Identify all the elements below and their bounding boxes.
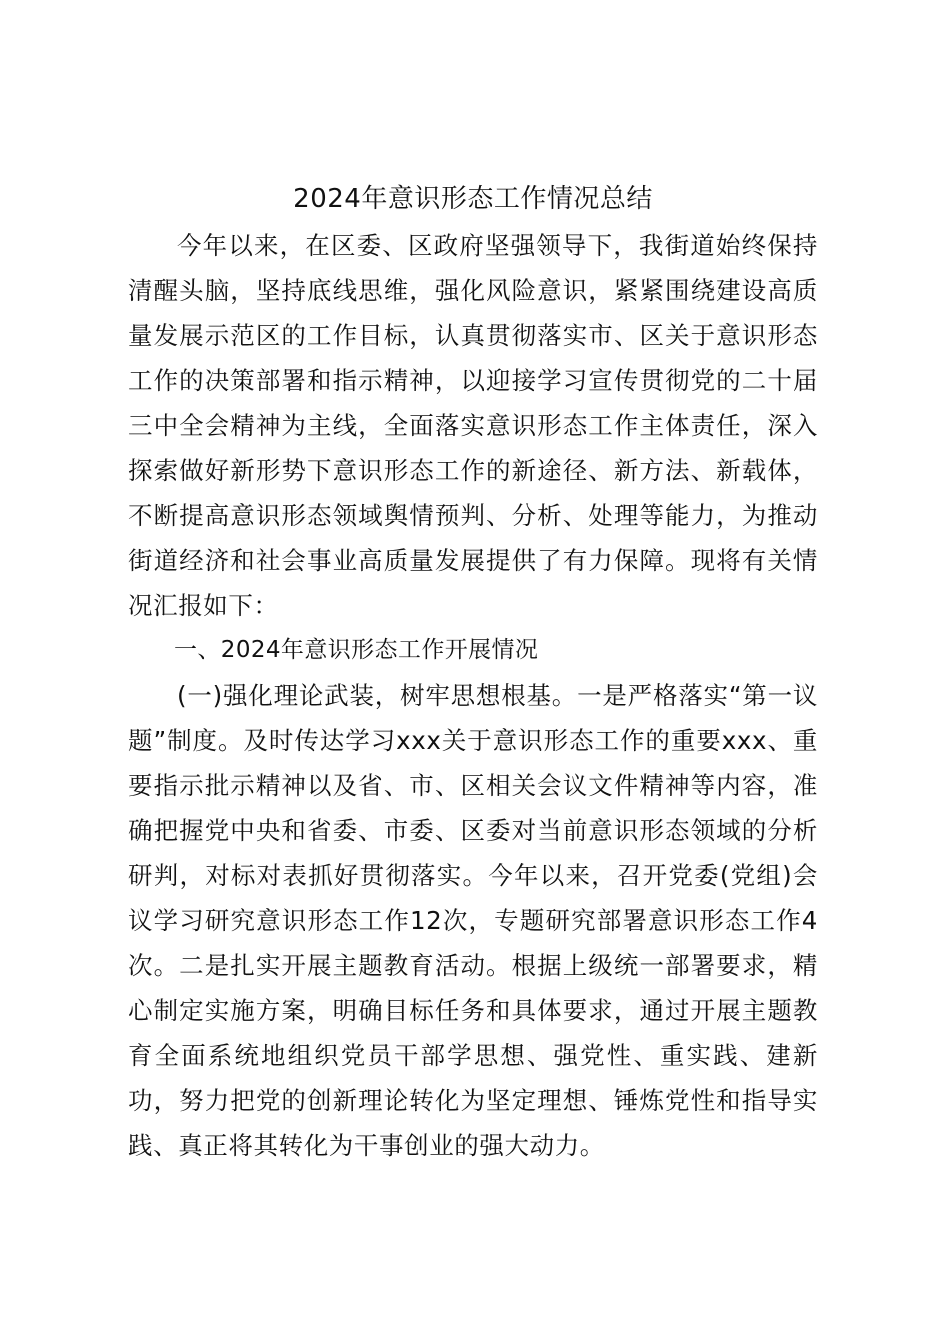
section-heading: 一、2024年意识形态工作开展情况 — [174, 637, 539, 663]
document-title: 2024年意识形态工作情况总结 — [293, 184, 653, 214]
section-paragraph: (一)强化理论武装，树牢思想根基。一是严格落实“第一议题”制度。及时传达学习xxx关于意识形态工作的重要xxx、重要指示批示精神以及省、市、区相关会议文件精神等内容，准确把握党中央和省委、市委、区委对当前意识形态领域的分析研判，对标对表抓好贯彻落实。今年以来，召开党委(党组)会议学习研究意识形态工作12次，专题研究部署意识形态工作4次。二是扎实开展主题教育活动。根据上级统一部署要求，精心制定实施方案，明确目标任务和具体要求，通过开展主题教育全面系统地组织党员干部学思想、强党性、重实践、建新功，努力把党的创新理论转化为坚定理想、锤炼党性和指导实践、真正将其转化为干事创业的强大动力。 — [128, 681, 818, 1160]
intro-paragraph: 今年以来，在区委、区政府坚强领导下，我街道始终保持清醒头脑，坚持底线思维，强化风险意识，紧紧围绕建设高质量发展示范区的工作目标，认真贯彻落实市、区关于意识形态工作的决策部署和指示精神，以迎接学习宣传贯彻党的二十届三中全会精神为主线，全面落实意识形态工作主体责任，深入探索做好新形势下意识形态工作的新途径、新方法、新载体，不断提高意识形态领域舆情预判、分析、处理等能力，为推动街道经济和社会事业高质量发展提供了有力保障。现将有关情况汇报如下： — [128, 231, 818, 620]
document-page — [128, 178, 818, 1168]
